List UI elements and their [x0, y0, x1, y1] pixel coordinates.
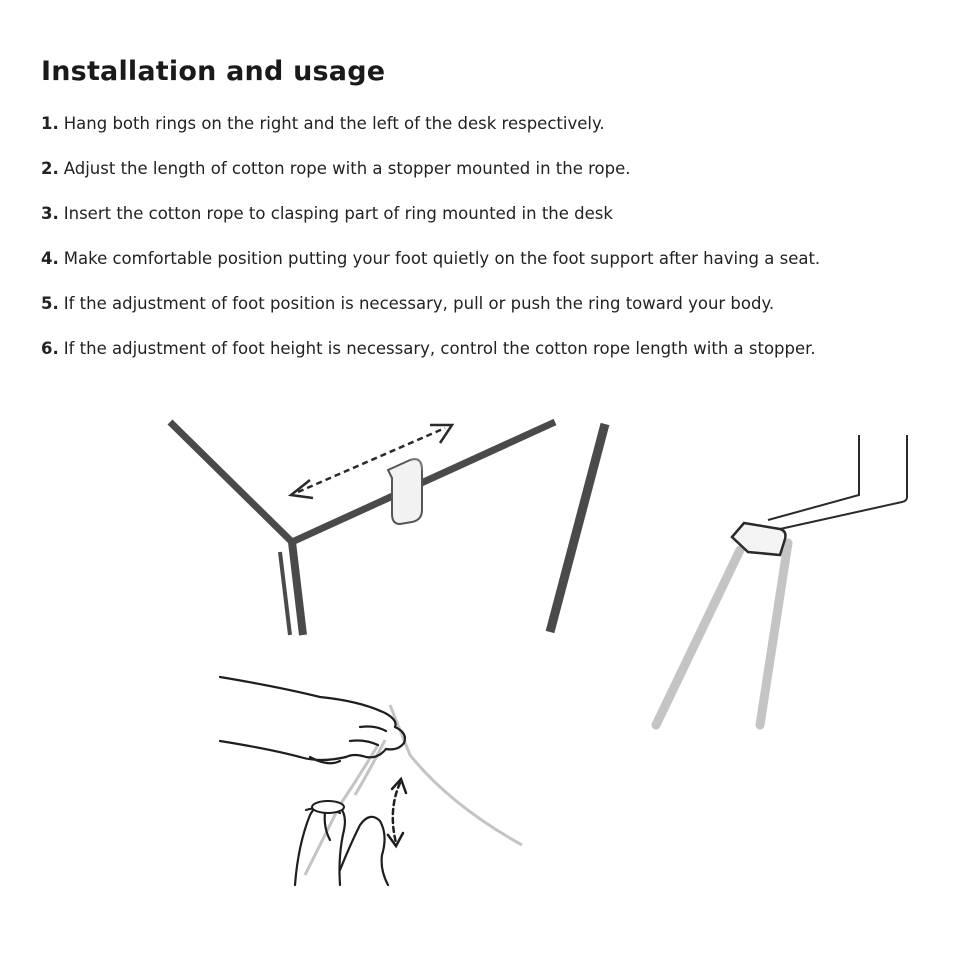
- instruction-list: [41, 112, 941, 382]
- step-text: Make comfortable position putting your foot quietly on the foot support after having a seat.: [63, 249, 821, 268]
- stopper-icon: [312, 801, 344, 813]
- fingers-with-stopper-icon: [295, 802, 388, 886]
- rope-icon: [656, 543, 788, 725]
- hand-icon: [220, 677, 405, 763]
- desk-profile: [768, 435, 907, 529]
- step-number: 3.: [41, 204, 59, 223]
- step-number: 2.: [41, 159, 59, 178]
- step-text: Hang both rings on the right and the left of the desk respectively.: [63, 114, 605, 133]
- instruction-step-1: [41, 112, 941, 157]
- page-title: Installation and usage: [41, 56, 386, 87]
- step-number: 5.: [41, 294, 59, 313]
- instruction-step-3: [41, 202, 941, 247]
- instruction-step-6: [41, 337, 941, 382]
- step-number: 4.: [41, 249, 59, 268]
- desk-frame: [170, 422, 605, 635]
- step-text: If the adjustment of foot position is necessary, pull or push the ring toward your body.: [63, 294, 775, 313]
- rope-icon: [305, 705, 522, 875]
- side-view-illustration: [640, 425, 920, 735]
- instruction-step-2: [41, 157, 941, 202]
- step-number: 6.: [41, 339, 59, 358]
- step-number: 1.: [41, 114, 59, 133]
- vertical-double-arrow-icon: [388, 779, 406, 846]
- step-text: Adjust the length of cotton rope with a stopper mounted in the rope.: [63, 159, 631, 178]
- desk-ring-illustration: [160, 410, 640, 650]
- double-arrow-icon: [291, 425, 452, 498]
- instruction-step-5: [41, 292, 941, 337]
- step-text: Insert the cotton rope to clasping part of ring mounted in the desk: [63, 204, 613, 223]
- instruction-step-4: [41, 247, 941, 292]
- hand-illustration: [210, 665, 540, 890]
- step-text: If the adjustment of foot height is necessary, control the cotton rope length with a stopper.: [63, 339, 816, 358]
- ring-icon: [388, 459, 422, 524]
